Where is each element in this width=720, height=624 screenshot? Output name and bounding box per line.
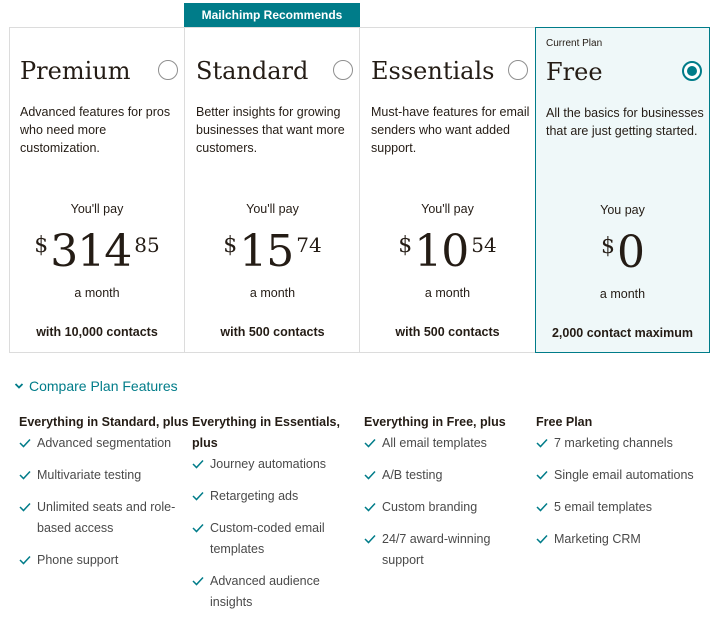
pay-label: You pay <box>600 203 645 217</box>
feature-item <box>192 486 354 507</box>
contact-limit: with 10,000 contacts <box>36 325 158 339</box>
feature-item <box>192 454 354 475</box>
price-cents: 74 <box>296 233 322 257</box>
check-icon <box>19 470 31 480</box>
check-icon <box>536 534 548 544</box>
feature-label: Marketing CRM <box>554 532 641 546</box>
feature-item <box>192 518 354 560</box>
plan-price <box>360 227 535 277</box>
plan-price <box>9 227 185 277</box>
check-icon <box>536 438 548 448</box>
feature-item <box>19 433 189 454</box>
feature-label: Phone support <box>37 553 119 567</box>
compare-features-toggle[interactable] <box>14 378 178 394</box>
check-icon <box>364 534 376 544</box>
price-whole: 314 <box>50 226 132 277</box>
feature-label: All email templates <box>382 436 487 450</box>
check-icon <box>192 523 204 533</box>
price-cents: 85 <box>134 233 160 257</box>
feature-item <box>364 497 524 518</box>
pay-label: You'll pay <box>421 202 474 216</box>
feature-column-premium <box>19 412 189 582</box>
check-icon <box>19 555 31 565</box>
radio-button-icon[interactable] <box>333 60 353 80</box>
check-icon <box>19 502 31 512</box>
check-icon <box>364 438 376 448</box>
plan-card-essentials[interactable] <box>359 27 535 353</box>
price-currency: $ <box>398 233 413 258</box>
feature-heading: Everything in Standard, plus <box>19 415 189 429</box>
feature-item <box>536 465 706 486</box>
pay-label: You'll pay <box>70 202 124 216</box>
feature-heading: Free Plan <box>536 415 593 429</box>
radio-button-icon[interactable] <box>158 60 178 80</box>
contact-limit: with 500 contacts <box>395 325 500 339</box>
plan-price <box>536 228 709 278</box>
plan-name: Standard <box>196 57 309 85</box>
price-currency: $ <box>601 234 615 259</box>
billing-period: a month <box>424 286 471 300</box>
feature-heading: Everything in Free, plus <box>364 415 506 429</box>
feature-label: 24/7 award-winning support <box>382 532 491 567</box>
pay-label: You'll pay <box>246 202 299 216</box>
feature-label: Custom branding <box>382 500 478 514</box>
feature-item <box>19 465 189 486</box>
radio-button-icon[interactable] <box>508 60 528 80</box>
feature-label: 7 marketing channels <box>554 436 673 450</box>
price-whole: 10 <box>414 226 469 277</box>
feature-heading: Everything in Essentials, plus <box>192 415 340 450</box>
feature-label: Retargeting ads <box>210 489 299 503</box>
radio-button-selected-icon[interactable] <box>682 61 702 81</box>
feature-label: Advanced audience insights <box>210 574 320 609</box>
billing-period: a month <box>74 286 120 300</box>
feature-label: Journey automations <box>210 457 327 471</box>
billing-period: a month <box>249 286 296 300</box>
billing-period: a month <box>599 287 646 301</box>
feature-item <box>536 497 706 518</box>
feature-label: Single email automations <box>554 468 694 482</box>
feature-label: A/B testing <box>382 468 443 482</box>
plan-description: Better insights for growing businesses that want more customers. <box>196 105 345 155</box>
plan-name: Essentials <box>371 57 495 85</box>
plan-card-standard[interactable] <box>184 27 360 353</box>
feature-item <box>192 571 354 613</box>
check-icon <box>536 502 548 512</box>
feature-item <box>364 433 524 454</box>
price-currency: $ <box>34 233 49 258</box>
chevron-down-icon <box>14 381 24 391</box>
feature-label: Custom-coded email templates <box>210 521 325 556</box>
plan-name: Premium <box>20 57 131 85</box>
feature-item <box>536 433 706 454</box>
plan-description: Must-have features for email senders who want added support. <box>371 105 530 155</box>
feature-column-essentials <box>364 412 524 582</box>
feature-item <box>19 497 189 539</box>
compare-features-label: Compare Plan Features <box>29 378 178 394</box>
feature-item <box>19 550 189 571</box>
feature-column-free <box>536 412 706 561</box>
plan-description: Advanced features for pros who need more customization. <box>20 105 171 155</box>
price-cents: 54 <box>471 233 497 257</box>
feature-item <box>364 465 524 486</box>
plan-description: All the basics for businesses that are just getting started. <box>546 106 704 138</box>
current-plan-label: Current Plan <box>546 38 603 49</box>
check-icon <box>364 502 376 512</box>
feature-item <box>364 529 524 571</box>
feature-column-standard <box>192 412 354 624</box>
price-whole: 15 <box>239 226 294 277</box>
price-whole: 0 <box>617 227 644 278</box>
feature-item <box>536 529 706 550</box>
plan-card-premium[interactable] <box>9 27 185 353</box>
check-icon <box>192 491 204 501</box>
check-icon <box>192 459 204 469</box>
contact-limit: with 500 contacts <box>220 325 325 339</box>
price-currency: $ <box>223 233 238 258</box>
plan-price <box>185 227 360 277</box>
check-icon <box>19 438 31 448</box>
plan-name: Free <box>546 58 603 86</box>
plan-card-free[interactable] <box>535 27 710 353</box>
feature-label: Multivariate testing <box>37 468 142 482</box>
check-icon <box>364 470 376 480</box>
check-icon <box>192 576 204 586</box>
feature-label: Unlimited seats and role-based access <box>37 500 176 535</box>
feature-label: 5 email templates <box>554 500 652 514</box>
feature-label: Advanced segmentation <box>37 436 172 450</box>
recommended-badge: Mailchimp Recommends <box>184 3 360 27</box>
contact-limit: 2,000 contact maximum <box>551 326 694 340</box>
check-icon <box>536 470 548 480</box>
